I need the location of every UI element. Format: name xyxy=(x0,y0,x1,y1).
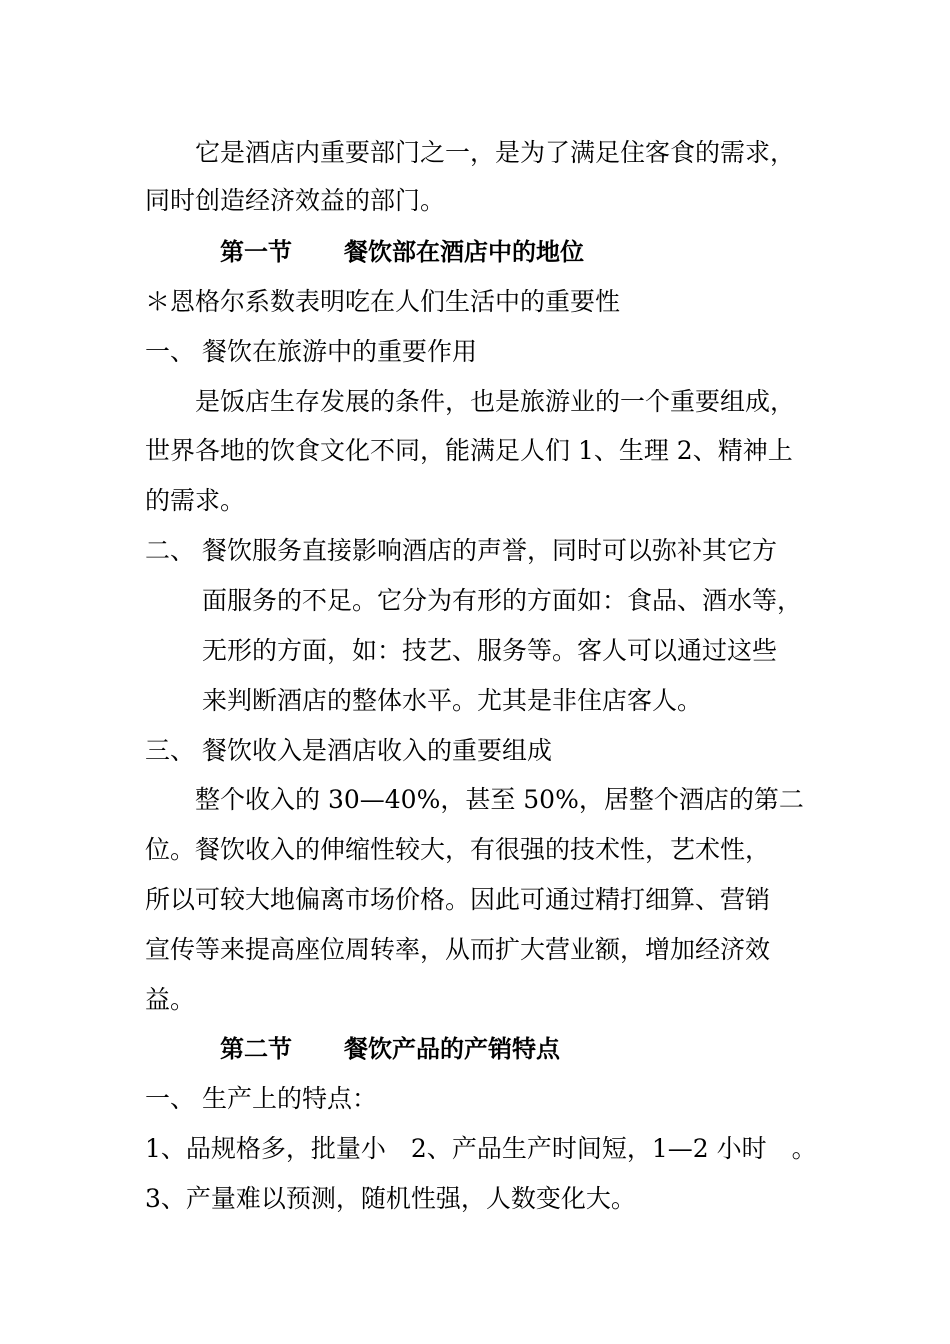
section-2-item-1-body-1: 1、品规格多，批量小 2、产品生产时间短，1—2 小时 。 xyxy=(145,1134,817,1163)
section-1-item-3-body-1: 整个收入的 30—40%，甚至 50%，居整个酒店的第二 xyxy=(195,785,804,814)
section-2-heading xyxy=(220,1034,560,1064)
section-1-item-2-line-3: 无形的方面，如：技艺、服务等。客人可以通过这些 xyxy=(202,636,778,665)
section-2-item-1-body-2: 3、产量难以预测，随机性强，人数变化大。 xyxy=(145,1184,636,1213)
section-1-item-2-line-1 xyxy=(145,536,777,566)
item-marker: 一、 xyxy=(145,337,196,366)
item-marker: 二、 xyxy=(145,536,196,565)
section-1-item-2-line-2: 面服务的不足。它分为有形的方面如：食品、酒水等， xyxy=(202,586,803,615)
item-title: 生产上的特点： xyxy=(202,1084,378,1113)
section-1-item-3-body-2: 位。餐饮收入的伸缩性较大，有很强的技术性，艺术性， xyxy=(145,835,771,864)
section-1-item-1-body-3: 的需求。 xyxy=(145,486,246,515)
intro-line-2: 同时创造经济效益的部门。 xyxy=(145,186,446,215)
section-1-note: ＊恩格尔系数表明吃在人们生活中的重要性 xyxy=(145,287,621,316)
section-1-item-1-body-1: 是饭店生存发展的条件，也是旅游业的一个重要组成， xyxy=(195,387,796,416)
section-1-item-3-body-5: 益。 xyxy=(145,985,196,1014)
section-2-item-1-heading xyxy=(145,1084,377,1114)
section-2-title: 餐饮产品的产销特点 xyxy=(344,1035,560,1063)
section-1-heading xyxy=(220,237,584,267)
section-2-label: 第二节 xyxy=(220,1035,292,1063)
section-1-item-2-line-4: 来判断酒店的整体水平。尤其是非住店客人。 xyxy=(202,686,703,715)
section-1-item-3-heading xyxy=(145,736,552,766)
section-1-label: 第一节 xyxy=(220,238,292,266)
item-marker: 一、 xyxy=(145,1084,196,1113)
section-1-item-1-body-2: 世界各地的饮食文化不同，能满足人们 1、生理 2、精神上 xyxy=(145,436,793,465)
item-marker: 三、 xyxy=(145,736,196,765)
section-1-item-3-body-3: 所以可较大地偏离市场价格。因此可通过精打细算、营销 xyxy=(145,885,771,914)
section-1-item-1-heading xyxy=(145,337,477,367)
section-1-item-3-body-4: 宣传等来提高座位周转率，从而扩大营业额，增加经济效 xyxy=(145,935,771,964)
intro-line-1: 它是酒店内重要部门之一，是为了满足住客食的需求， xyxy=(195,138,796,167)
item-title: 餐饮在旅游中的重要作用 xyxy=(202,337,478,366)
item-text: 餐饮服务直接影响酒店的声誉，同时可以弥补其它方 xyxy=(202,536,778,565)
item-title: 餐饮收入是酒店收入的重要组成 xyxy=(202,736,553,765)
section-1-title: 餐饮部在酒店中的地位 xyxy=(344,238,584,266)
